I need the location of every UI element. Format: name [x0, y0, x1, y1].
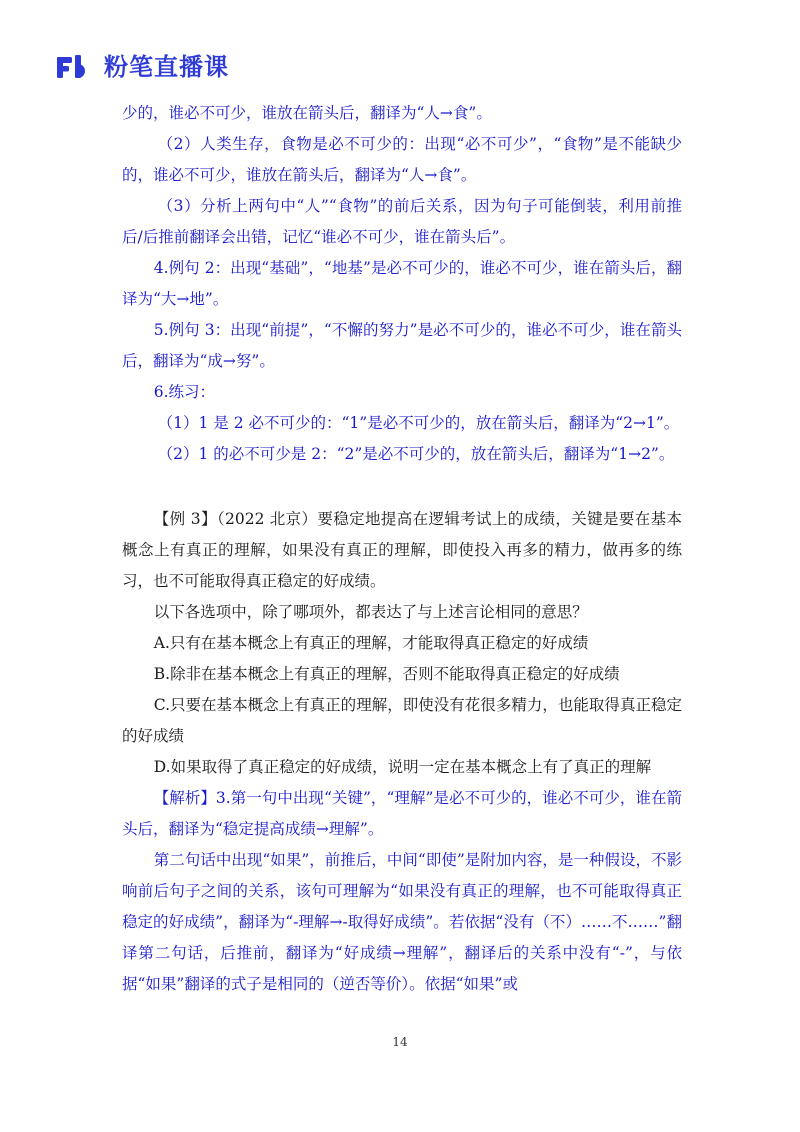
option-d: D.如果取得了真正稳定的好成绩，说明一定在基本概念上有了真正的理解	[153, 758, 652, 776]
analysis-paragraph-1: 【解析】3.第一句中出现“关键”，“理解”是必不可少的，谁必不可少，谁在箭头后，翻译为“稳定提高成绩→理解”。	[122, 789, 682, 838]
paragraph-2: （2）人类生存，食物是必不可少的：出现“必不可少”，“食物”是不能缺少的，谁必不可少，谁放在箭头后，翻译为“人→食”。	[122, 135, 682, 184]
paragraph-1: 少的，谁必不可少，谁放在箭头后，翻译为“人→食”。	[122, 104, 492, 122]
section-gap	[122, 470, 682, 504]
paragraph-5: 5.例句 3：出现“前提”，“不懈的努力”是必不可少的，谁必不可少，谁在箭头后，翻译为“成→努”。	[122, 321, 682, 370]
page-number: 14	[392, 1035, 408, 1049]
fb-logo-icon	[56, 54, 96, 80]
practice-item-1: （1）1 是 2 必不可少的：“1”是必不可少的，放在箭头后，翻译为“2→1”。	[157, 414, 680, 432]
paragraph-4: 4.例句 2：出现“基础”，“地基”是必不可少的，谁必不可少，谁在箭头后，翻译为“大→地”。	[122, 259, 682, 308]
page-header	[56, 52, 229, 82]
paragraph-6: 6.练习：	[153, 383, 216, 401]
brand-name: 粉笔直播课	[104, 53, 229, 81]
option-c: C.只要在基本概念上有真正的理解，即使没有花很多精力，也能取得真正稳定的好成绩	[122, 696, 682, 745]
paragraph-3: （3）分析上两句中“人”“食物”的前后关系，因为句子可能倒装，利用前推后/后推前翻译会出错，记忆“谁必不可少，谁在箭头后”。	[122, 197, 682, 246]
analysis-paragraph-2: 第二句话中出现“如果”，前推后，中间“即使”是附加内容，是一种假设，不影响前后句子之间的关系，该句可理解为“如果没有真正的理解，也不可能取得真正稳定的好成绩”，翻译为“-理解→-取得好成绩”。若依据“没有（不）……不……”翻译第二句话，后推前，翻译为“好成绩→理解”，翻译后的关系中没有“-”，与依据“如果”翻译的式子是相同的（逆否等价）。依据“如果”或	[122, 851, 682, 993]
option-a: A.只有在基本概念上有真正的理解，才能取得真正稳定的好成绩	[153, 634, 589, 652]
question-prompt: 以下各选项中，除了哪项外，都表达了与上述言论相同的意思？	[153, 603, 588, 621]
document-body	[122, 98, 682, 1000]
option-b: B.除非在基本概念上有真正的理解，否则不能取得真正稳定的好成绩	[153, 665, 620, 683]
question-stem: 【例 3】（2022 北京）要稳定地提高在逻辑考试上的成绩，关键是要在基本概念上有真正的理解，如果没有真正的理解，即使投入再多的精力，做再多的练习，也不可能取得真正稳定的好成绩。	[122, 510, 682, 590]
practice-item-2: （2）1 的必不可少是 2：“2”是必不可少的，放在箭头后，翻译为“1→2”。	[157, 445, 675, 463]
